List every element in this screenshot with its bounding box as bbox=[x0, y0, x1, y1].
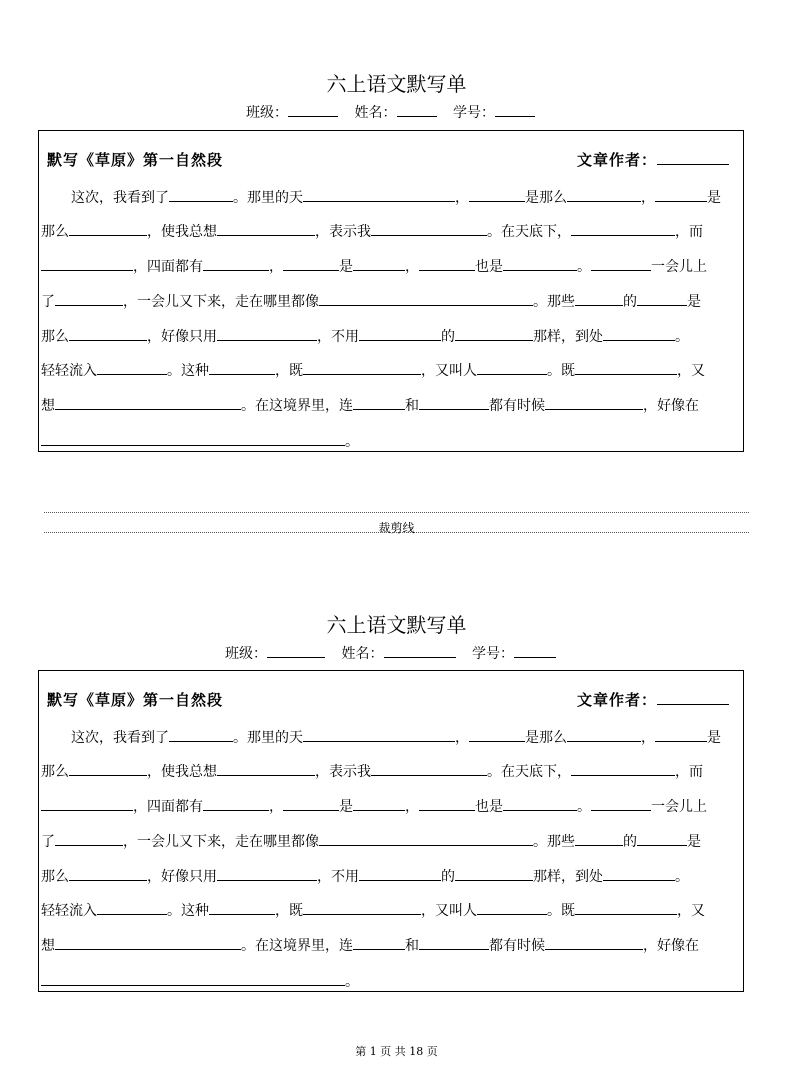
dictation-line bbox=[41, 256, 743, 276]
fill-blank[interactable] bbox=[217, 866, 317, 881]
line-text: 这次，我看到了 bbox=[71, 190, 169, 206]
fill-blank[interactable] bbox=[455, 326, 533, 341]
line-text: 。那里的天 bbox=[233, 730, 303, 746]
dictation-line bbox=[41, 431, 743, 451]
line-text: 。这种 bbox=[167, 903, 209, 919]
fill-blank[interactable] bbox=[575, 360, 677, 375]
line-text: 。在这境界里，连 bbox=[241, 398, 353, 414]
line-text: ，既 bbox=[275, 363, 303, 379]
line-text: 的 bbox=[623, 834, 637, 850]
line-text: 是 bbox=[687, 294, 701, 310]
line-text: ，好像在 bbox=[643, 938, 699, 954]
fill-blank[interactable] bbox=[55, 831, 123, 846]
line-text: ，一会儿又下来，走在哪里都像 bbox=[123, 834, 319, 850]
line-text: ， bbox=[641, 730, 655, 746]
box-header bbox=[47, 149, 729, 170]
fill-blank[interactable] bbox=[455, 866, 533, 881]
line-text: 。 bbox=[577, 259, 591, 275]
line-text: 那么 bbox=[41, 329, 69, 345]
fill-blank[interactable] bbox=[69, 761, 147, 776]
line-text: ，又叫人 bbox=[421, 363, 477, 379]
fill-blank[interactable] bbox=[69, 866, 147, 881]
dictation-box bbox=[38, 130, 744, 452]
fill-blank[interactable] bbox=[545, 395, 643, 410]
line-text: ，表示我 bbox=[315, 224, 371, 240]
line-text: 。 bbox=[675, 869, 689, 885]
dictation-line bbox=[41, 761, 743, 781]
line-text: ，而 bbox=[675, 764, 703, 780]
line-text: ，不用 bbox=[317, 869, 359, 885]
line-text: ，不用 bbox=[317, 329, 359, 345]
line-text: 是 bbox=[687, 834, 701, 850]
dictation-line bbox=[41, 360, 743, 380]
line-text: 。这种 bbox=[167, 363, 209, 379]
fill-blank[interactable] bbox=[503, 796, 577, 811]
dictation-line bbox=[41, 866, 743, 886]
fill-blank[interactable] bbox=[419, 796, 475, 811]
id-label: 学号： bbox=[452, 105, 495, 121]
fill-blank[interactable] bbox=[419, 935, 489, 950]
fill-blank[interactable] bbox=[353, 935, 405, 950]
student-info bbox=[0, 102, 793, 122]
class-label: 班级： bbox=[246, 105, 289, 121]
name-blank[interactable] bbox=[397, 102, 437, 117]
fill-blank[interactable] bbox=[419, 256, 475, 271]
line-text: 了 bbox=[41, 294, 55, 310]
id-blank[interactable] bbox=[514, 643, 556, 658]
author-blank[interactable] bbox=[657, 150, 729, 165]
fill-blank[interactable] bbox=[637, 831, 687, 846]
class-blank[interactable] bbox=[288, 102, 338, 117]
fill-blank[interactable] bbox=[319, 831, 533, 846]
line-text: 想 bbox=[41, 398, 55, 414]
fill-blank[interactable] bbox=[655, 727, 707, 742]
line-text: 了 bbox=[41, 834, 55, 850]
fill-blank[interactable] bbox=[603, 326, 675, 341]
fill-blank[interactable] bbox=[303, 900, 421, 915]
line-text: 都有时候 bbox=[489, 938, 545, 954]
fill-blank[interactable] bbox=[575, 831, 623, 846]
fill-blank[interactable] bbox=[97, 900, 167, 915]
line-text: ，四面都有 bbox=[133, 259, 203, 275]
fill-blank[interactable] bbox=[69, 221, 147, 236]
fill-blank[interactable] bbox=[575, 291, 623, 306]
line-text: 那么 bbox=[41, 869, 69, 885]
dictation-line bbox=[41, 900, 743, 920]
id-label: 学号： bbox=[471, 646, 514, 662]
fill-blank[interactable] bbox=[283, 796, 339, 811]
cut-label: 裁剪线 bbox=[378, 521, 415, 535]
fill-blank[interactable] bbox=[655, 187, 707, 202]
fill-blank[interactable] bbox=[303, 187, 455, 202]
author-label: 文章作者： bbox=[576, 151, 657, 169]
fill-blank[interactable] bbox=[169, 727, 233, 742]
line-text: ， bbox=[405, 799, 419, 815]
line-text: ，一会儿又下来，走在哪里都像 bbox=[123, 294, 319, 310]
line-text: 。在这境界里，连 bbox=[241, 938, 353, 954]
box-header bbox=[47, 689, 729, 710]
line-text: 和 bbox=[405, 398, 419, 414]
dictation-box bbox=[38, 670, 744, 992]
line-text: ， bbox=[455, 730, 469, 746]
line-text: 的 bbox=[441, 329, 455, 345]
line-text: ，好像只用 bbox=[147, 869, 217, 885]
fill-blank[interactable] bbox=[217, 221, 315, 236]
fill-blank[interactable] bbox=[69, 326, 147, 341]
fill-blank[interactable] bbox=[469, 727, 525, 742]
fill-blank[interactable] bbox=[359, 326, 441, 341]
line-text: ，又 bbox=[677, 903, 705, 919]
dictation-line bbox=[41, 326, 743, 346]
fill-blank[interactable] bbox=[209, 360, 275, 375]
line-text: 这次，我看到了 bbox=[71, 730, 169, 746]
line-text: 。 bbox=[345, 434, 359, 450]
line-text: 。 bbox=[675, 329, 689, 345]
fill-blank[interactable] bbox=[41, 796, 133, 811]
fill-blank[interactable] bbox=[419, 395, 489, 410]
fill-blank[interactable] bbox=[55, 291, 123, 306]
author-field bbox=[577, 689, 729, 710]
id-blank[interactable] bbox=[495, 102, 535, 117]
fill-blank[interactable] bbox=[303, 727, 455, 742]
fill-blank[interactable] bbox=[203, 256, 269, 271]
line-text: 那样，到处 bbox=[533, 329, 603, 345]
line-text: 也是 bbox=[475, 259, 503, 275]
line-text: 。在天底下， bbox=[487, 224, 571, 240]
line-text: 。既 bbox=[547, 903, 575, 919]
line-text: ，好像在 bbox=[643, 398, 699, 414]
dictation-line bbox=[71, 187, 743, 207]
line-text: 想 bbox=[41, 938, 55, 954]
fill-blank[interactable] bbox=[203, 796, 269, 811]
dictation-line bbox=[71, 727, 743, 747]
name-label: 姓名： bbox=[341, 646, 384, 662]
fill-blank[interactable] bbox=[371, 221, 487, 236]
line-text: ， bbox=[405, 259, 419, 275]
line-text: ，使我总想 bbox=[147, 224, 217, 240]
dictation-line bbox=[41, 291, 743, 311]
fill-blank[interactable] bbox=[571, 761, 675, 776]
fill-blank[interactable] bbox=[169, 187, 233, 202]
line-text: ， bbox=[269, 259, 283, 275]
line-text: 。 bbox=[345, 974, 359, 990]
fill-blank[interactable] bbox=[469, 187, 525, 202]
class-blank[interactable] bbox=[267, 643, 325, 658]
line-text: 是那么 bbox=[525, 730, 567, 746]
page-title: 六上语文默写单 bbox=[326, 613, 467, 637]
dictation-line bbox=[41, 935, 743, 955]
line-text: ，好像只用 bbox=[147, 329, 217, 345]
cut-line-bottom bbox=[44, 532, 749, 533]
fill-blank[interactable] bbox=[503, 256, 577, 271]
line-text: 是 bbox=[707, 730, 721, 746]
line-text: 都有时候 bbox=[489, 398, 545, 414]
fill-blank[interactable] bbox=[217, 761, 315, 776]
line-text: ，又 bbox=[677, 363, 705, 379]
fill-blank[interactable] bbox=[603, 866, 675, 881]
author-blank[interactable] bbox=[657, 690, 729, 705]
fill-blank[interactable] bbox=[217, 326, 317, 341]
line-text: ， bbox=[269, 799, 283, 815]
line-text: 。那里的天 bbox=[233, 190, 303, 206]
fill-blank[interactable] bbox=[567, 187, 641, 202]
fill-blank[interactable] bbox=[97, 360, 167, 375]
author-field bbox=[577, 149, 729, 170]
line-text: 那么 bbox=[41, 764, 69, 780]
line-text: ，既 bbox=[275, 903, 303, 919]
fill-blank[interactable] bbox=[575, 900, 677, 915]
line-text: 是 bbox=[707, 190, 721, 206]
line-text: ， bbox=[641, 190, 655, 206]
fill-blank[interactable] bbox=[637, 291, 687, 306]
fill-blank[interactable] bbox=[591, 796, 651, 811]
fill-blank[interactable] bbox=[41, 256, 133, 271]
cut-line-top bbox=[44, 512, 749, 513]
line-text: ，四面都有 bbox=[133, 799, 203, 815]
line-text: 的 bbox=[623, 294, 637, 310]
line-text: 是那么 bbox=[525, 190, 567, 206]
fill-blank[interactable] bbox=[55, 935, 241, 950]
box-title: 默写《草原》第一自然段 bbox=[47, 691, 224, 709]
line-text: 轻轻流入 bbox=[41, 363, 97, 379]
fill-blank[interactable] bbox=[283, 256, 339, 271]
fill-blank[interactable] bbox=[353, 256, 405, 271]
line-text: 。既 bbox=[547, 363, 575, 379]
dictation-line bbox=[41, 395, 743, 415]
line-text: 一会儿上 bbox=[651, 259, 707, 275]
dictation-line bbox=[41, 221, 743, 241]
fill-blank[interactable] bbox=[353, 395, 405, 410]
line-text: 轻轻流入 bbox=[41, 903, 97, 919]
fill-blank[interactable] bbox=[371, 761, 487, 776]
fill-blank[interactable] bbox=[209, 900, 275, 915]
fill-blank[interactable] bbox=[41, 431, 345, 446]
line-text: ，使我总想 bbox=[147, 764, 217, 780]
student-info bbox=[0, 643, 793, 663]
page-title: 六上语文默写单 bbox=[326, 72, 467, 96]
name-label: 姓名： bbox=[354, 105, 397, 121]
dictation-line bbox=[41, 971, 743, 991]
box-title: 默写《草原》第一自然段 bbox=[47, 151, 224, 169]
fill-blank[interactable] bbox=[55, 395, 241, 410]
line-text: 一会儿上 bbox=[651, 799, 707, 815]
page-footer: 第 1 页 共 18 页 bbox=[355, 1045, 438, 1058]
dictation-line bbox=[41, 796, 743, 816]
fill-blank[interactable] bbox=[477, 900, 547, 915]
fill-blank[interactable] bbox=[567, 727, 641, 742]
fill-blank[interactable] bbox=[591, 256, 651, 271]
author-label: 文章作者： bbox=[576, 691, 657, 709]
fill-blank[interactable] bbox=[359, 866, 441, 881]
fill-blank[interactable] bbox=[319, 291, 533, 306]
line-text: 。 bbox=[577, 799, 591, 815]
line-text: 的 bbox=[441, 869, 455, 885]
line-text: 。那些 bbox=[533, 834, 575, 850]
line-text: 也是 bbox=[475, 799, 503, 815]
fill-blank[interactable] bbox=[545, 935, 643, 950]
fill-blank[interactable] bbox=[353, 796, 405, 811]
dictation-line bbox=[41, 831, 743, 851]
fill-blank[interactable] bbox=[303, 360, 421, 375]
line-text: 那样，到处 bbox=[533, 869, 603, 885]
line-text: 那么 bbox=[41, 224, 69, 240]
line-text: 。那些 bbox=[533, 294, 575, 310]
name-blank[interactable] bbox=[384, 643, 456, 658]
line-text: 和 bbox=[405, 938, 419, 954]
fill-blank[interactable] bbox=[41, 971, 345, 986]
line-text: ，又叫人 bbox=[421, 903, 477, 919]
fill-blank[interactable] bbox=[477, 360, 547, 375]
line-text: 是 bbox=[339, 259, 353, 275]
line-text: ，而 bbox=[675, 224, 703, 240]
line-text: 。在天底下， bbox=[487, 764, 571, 780]
line-text: 是 bbox=[339, 799, 353, 815]
line-text: ，表示我 bbox=[315, 764, 371, 780]
line-text: ， bbox=[455, 190, 469, 206]
fill-blank[interactable] bbox=[571, 221, 675, 236]
class-label: 班级： bbox=[225, 646, 268, 662]
